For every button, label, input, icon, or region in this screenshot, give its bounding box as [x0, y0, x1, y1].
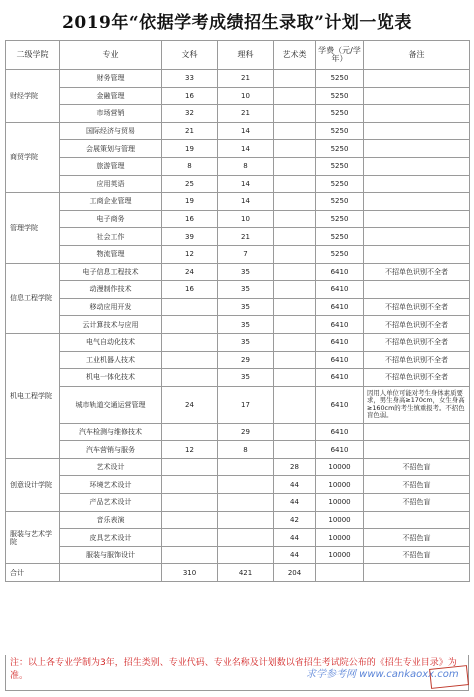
watermark-text: 求学参考网 www.cankaoxx.com	[306, 669, 459, 680]
note-cell	[364, 140, 470, 158]
science-cell: 7	[218, 245, 274, 263]
tuition-cell: 5250	[316, 175, 364, 193]
major-cell: 电子信息工程技术	[60, 263, 162, 281]
header-major: 专业	[60, 41, 162, 70]
major-cell: 汽车检测与维修技术	[60, 423, 162, 441]
art-cell	[274, 263, 316, 281]
major-cell: 机电一体化技术	[60, 369, 162, 387]
table-row	[6, 458, 470, 476]
table-row	[6, 386, 470, 423]
major-cell: 金融管理	[60, 87, 162, 105]
college-cell: 机电工程学院	[6, 333, 60, 458]
liberal-cell: 19	[162, 193, 218, 211]
header-science: 理科	[218, 41, 274, 70]
liberal-cell	[162, 511, 218, 529]
liberal-cell: 39	[162, 228, 218, 246]
science-cell	[218, 529, 274, 547]
total-liberal: 310	[162, 564, 218, 582]
table-row	[6, 333, 470, 351]
note-cell	[364, 441, 470, 459]
major-cell: 工商企业管理	[60, 193, 162, 211]
tuition-cell: 10000	[316, 476, 364, 494]
art-cell	[274, 228, 316, 246]
liberal-cell	[162, 546, 218, 564]
liberal-cell: 32	[162, 105, 218, 123]
science-cell	[218, 458, 274, 476]
tuition-cell: 6410	[316, 386, 364, 423]
total-science: 421	[218, 564, 274, 582]
art-cell	[274, 316, 316, 334]
liberal-cell	[162, 351, 218, 369]
tuition-cell: 10000	[316, 529, 364, 547]
college-cell: 商贸学院	[6, 122, 60, 192]
art-cell: 28	[274, 458, 316, 476]
note-cell: 不招色盲	[364, 529, 470, 547]
major-cell: 社会工作	[60, 228, 162, 246]
art-cell	[274, 369, 316, 387]
table-row	[6, 546, 470, 564]
art-cell	[274, 333, 316, 351]
note-cell: 不招单色识别不全者	[364, 351, 470, 369]
science-cell: 35	[218, 316, 274, 334]
art-cell	[274, 351, 316, 369]
tuition-cell: 6410	[316, 298, 364, 316]
tuition-cell: 5250	[316, 157, 364, 175]
tuition-cell: 5250	[316, 105, 364, 123]
note-cell: 不招色盲	[364, 546, 470, 564]
tuition-cell: 6410	[316, 316, 364, 334]
table-row	[6, 441, 470, 459]
table-row	[6, 476, 470, 494]
science-cell: 17	[218, 386, 274, 423]
tuition-cell: 5250	[316, 140, 364, 158]
major-cell: 会展策划与管理	[60, 140, 162, 158]
major-cell: 市场营销	[60, 105, 162, 123]
table-row	[6, 316, 470, 334]
college-cell: 财经学院	[6, 70, 60, 123]
tuition-cell: 5250	[316, 193, 364, 211]
table-row	[6, 351, 470, 369]
liberal-cell: 12	[162, 245, 218, 263]
major-cell: 皮具艺术设计	[60, 529, 162, 547]
table-row	[6, 122, 470, 140]
liberal-cell: 16	[162, 210, 218, 228]
science-cell: 10	[218, 87, 274, 105]
college-cell: 管理学院	[6, 193, 60, 263]
note-cell	[364, 70, 470, 88]
major-cell: 旅游管理	[60, 157, 162, 175]
note-cell: 不招色盲	[364, 458, 470, 476]
major-cell: 移动应用开发	[60, 298, 162, 316]
table-row	[6, 423, 470, 441]
art-cell	[274, 105, 316, 123]
header-tuition: 学费（元/学年）	[316, 41, 364, 70]
tuition-cell: 5250	[316, 70, 364, 88]
enrollment-plan-table	[5, 40, 470, 582]
liberal-cell	[162, 476, 218, 494]
art-cell	[274, 175, 316, 193]
art-cell: 44	[274, 546, 316, 564]
major-cell: 云计算技术与应用	[60, 316, 162, 334]
total-blank-tuition	[316, 564, 364, 582]
liberal-cell: 21	[162, 122, 218, 140]
note-cell: 不招单色识别不全者	[364, 369, 470, 387]
college-cell: 创意设计学院	[6, 458, 60, 511]
header-note: 备注	[364, 41, 470, 70]
art-cell	[274, 441, 316, 459]
science-cell: 10	[218, 210, 274, 228]
table-row	[6, 193, 470, 211]
liberal-cell	[162, 333, 218, 351]
table-row	[6, 369, 470, 387]
footnote: 注：以上各专业学制为3年，招生类别、专业代码、专业名称及计划数以省招生考试院公布的《招生专业目录》为准。	[5, 655, 469, 691]
header-liberal: 文科	[162, 41, 218, 70]
liberal-cell	[162, 458, 218, 476]
major-cell: 服装与服饰设计	[60, 546, 162, 564]
science-cell	[218, 546, 274, 564]
note-cell: 因用人单位可能对考生身体素质要求，男生身高≥170cm，女生身高≥160cm的考生慎重报考。不招色盲色弱。	[364, 386, 470, 423]
note-cell	[364, 105, 470, 123]
science-cell: 14	[218, 140, 274, 158]
liberal-cell	[162, 423, 218, 441]
liberal-cell: 19	[162, 140, 218, 158]
science-cell: 35	[218, 281, 274, 299]
science-cell: 14	[218, 193, 274, 211]
note-cell	[364, 87, 470, 105]
table-row	[6, 263, 470, 281]
note-cell	[364, 423, 470, 441]
art-cell: 44	[274, 494, 316, 512]
table-row	[6, 140, 470, 158]
tuition-cell: 10000	[316, 511, 364, 529]
college-cell: 服装与艺术学院	[6, 511, 60, 564]
major-cell: 产品艺术设计	[60, 494, 162, 512]
liberal-cell: 12	[162, 441, 218, 459]
major-cell: 物流管理	[60, 245, 162, 263]
major-cell: 环境艺术设计	[60, 476, 162, 494]
tuition-cell: 5250	[316, 87, 364, 105]
major-cell: 工业机器人技术	[60, 351, 162, 369]
total-art: 204	[274, 564, 316, 582]
major-cell: 电气自动化技术	[60, 333, 162, 351]
table-row	[6, 210, 470, 228]
art-cell	[274, 386, 316, 423]
tuition-cell: 10000	[316, 458, 364, 476]
liberal-cell	[162, 529, 218, 547]
liberal-cell: 33	[162, 70, 218, 88]
tuition-cell: 6410	[316, 369, 364, 387]
art-cell	[274, 298, 316, 316]
liberal-cell	[162, 316, 218, 334]
table-row	[6, 228, 470, 246]
header-art: 艺术类	[274, 41, 316, 70]
page-title: 2019年“依据学考成绩招生录取”计划一览表	[62, 13, 412, 33]
note-cell	[364, 210, 470, 228]
table-row	[6, 298, 470, 316]
science-cell: 21	[218, 70, 274, 88]
table-row	[6, 157, 470, 175]
watermark-stamp-icon	[429, 665, 469, 689]
science-cell	[218, 511, 274, 529]
liberal-cell	[162, 298, 218, 316]
liberal-cell: 16	[162, 281, 218, 299]
tuition-cell: 6410	[316, 263, 364, 281]
liberal-cell: 16	[162, 87, 218, 105]
art-cell	[274, 193, 316, 211]
liberal-cell: 8	[162, 157, 218, 175]
major-cell: 电子商务	[60, 210, 162, 228]
note-cell	[364, 228, 470, 246]
science-cell: 35	[218, 298, 274, 316]
liberal-cell: 25	[162, 175, 218, 193]
liberal-cell: 24	[162, 386, 218, 423]
science-cell	[218, 476, 274, 494]
total-blank-major	[60, 564, 162, 582]
note-cell: 不招色盲	[364, 494, 470, 512]
liberal-cell: 24	[162, 263, 218, 281]
art-cell: 44	[274, 529, 316, 547]
art-cell	[274, 423, 316, 441]
table-row	[6, 529, 470, 547]
note-cell	[364, 193, 470, 211]
table-row	[6, 494, 470, 512]
tuition-cell: 6410	[316, 441, 364, 459]
science-cell: 35	[218, 369, 274, 387]
note-cell	[364, 122, 470, 140]
major-cell: 财务管理	[60, 70, 162, 88]
tuition-cell: 6410	[316, 351, 364, 369]
major-cell: 音乐表演	[60, 511, 162, 529]
tuition-cell: 5250	[316, 210, 364, 228]
science-cell: 21	[218, 105, 274, 123]
art-cell	[274, 281, 316, 299]
note-cell	[364, 245, 470, 263]
art-cell	[274, 245, 316, 263]
table-row	[6, 175, 470, 193]
major-cell: 应用英语	[60, 175, 162, 193]
science-cell: 14	[218, 175, 274, 193]
major-cell: 动漫制作技术	[60, 281, 162, 299]
major-cell: 艺术设计	[60, 458, 162, 476]
table-row	[6, 511, 470, 529]
table-row	[6, 105, 470, 123]
note-cell: 不招单色识别不全者	[364, 333, 470, 351]
art-cell	[274, 87, 316, 105]
total-blank-note	[364, 564, 470, 582]
art-cell	[274, 210, 316, 228]
major-cell: 国际经济与贸易	[60, 122, 162, 140]
art-cell	[274, 122, 316, 140]
science-cell: 35	[218, 263, 274, 281]
art-cell	[274, 140, 316, 158]
science-cell: 8	[218, 157, 274, 175]
table-header-row	[6, 41, 470, 70]
total-row	[6, 564, 470, 582]
note-cell	[364, 281, 470, 299]
major-cell: 汽车营销与服务	[60, 441, 162, 459]
liberal-cell	[162, 494, 218, 512]
art-cell: 44	[274, 476, 316, 494]
college-cell: 信息工程学院	[6, 263, 60, 333]
total-label: 合计	[6, 564, 60, 582]
art-cell: 42	[274, 511, 316, 529]
tuition-cell: 10000	[316, 494, 364, 512]
table-row	[6, 281, 470, 299]
note-cell	[364, 175, 470, 193]
science-cell: 35	[218, 333, 274, 351]
tuition-cell: 6410	[316, 423, 364, 441]
table-row	[6, 245, 470, 263]
science-cell	[218, 494, 274, 512]
table-body	[6, 70, 470, 582]
major-cell: 城市轨道交通运营管理	[60, 386, 162, 423]
note-cell	[364, 511, 470, 529]
tuition-cell: 5250	[316, 122, 364, 140]
table-row	[6, 87, 470, 105]
note-cell: 不招单色识别不全者	[364, 298, 470, 316]
liberal-cell	[162, 369, 218, 387]
table-row	[6, 70, 470, 88]
tuition-cell: 5250	[316, 245, 364, 263]
science-cell: 29	[218, 351, 274, 369]
tuition-cell: 10000	[316, 546, 364, 564]
note-cell	[364, 157, 470, 175]
tuition-cell: 5250	[316, 228, 364, 246]
note-cell: 不招色盲	[364, 476, 470, 494]
science-cell: 8	[218, 441, 274, 459]
tuition-cell: 6410	[316, 333, 364, 351]
art-cell	[274, 70, 316, 88]
science-cell: 14	[218, 122, 274, 140]
science-cell: 29	[218, 423, 274, 441]
art-cell	[274, 157, 316, 175]
header-college: 二级学院	[6, 41, 60, 70]
note-cell: 不招单色识别不全者	[364, 316, 470, 334]
tuition-cell: 6410	[316, 281, 364, 299]
science-cell: 21	[218, 228, 274, 246]
note-cell: 不招单色识别不全者	[364, 263, 470, 281]
